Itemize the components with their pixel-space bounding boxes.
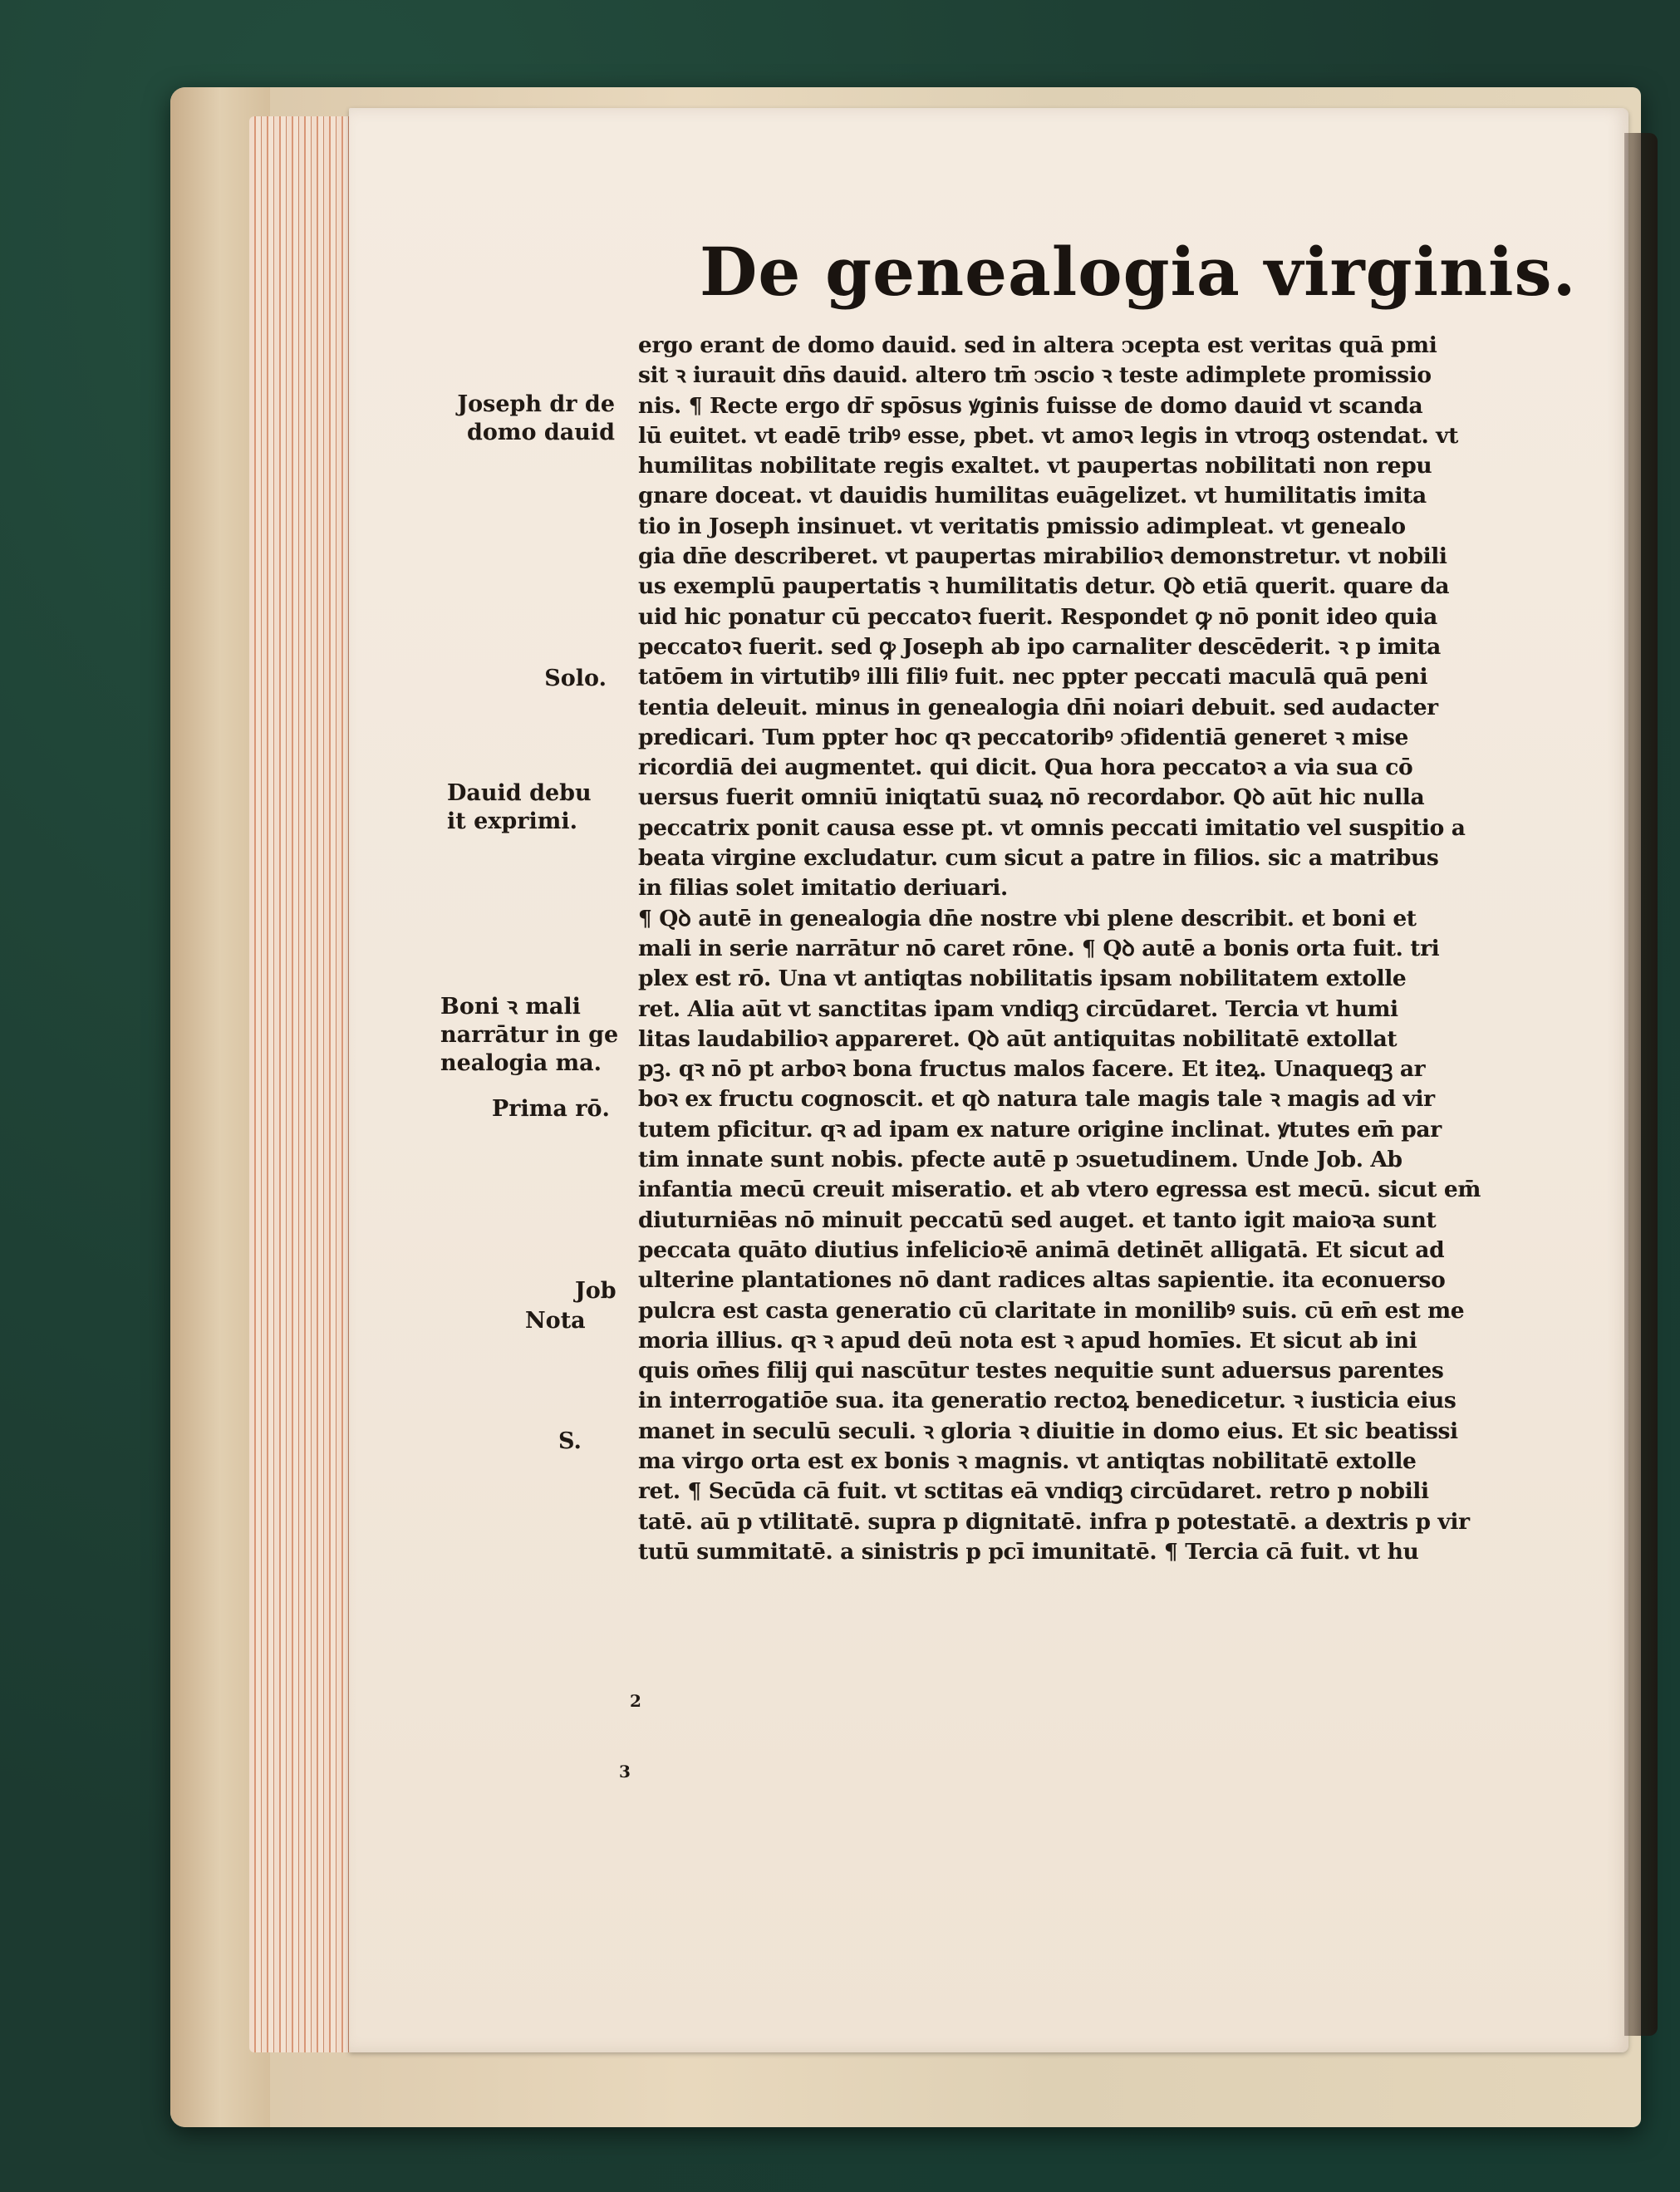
text-line: ulterine plantationes nō dant radices altas sapientie. ita econuerso bbox=[638, 1267, 1446, 1294]
text-line: tim innate sunt nobis. pfecte autē p ↄsuetudinem. Unde Job. Ab bbox=[638, 1147, 1402, 1173]
text-line: pulcra est casta generatio cū claritate in monilibꝰ suis. cū em̄ est me bbox=[638, 1297, 1465, 1324]
text-line: peccata quāto diutius infelicioꝛē animā detinēt alligatā. Et sicut ad bbox=[638, 1236, 1445, 1263]
text-line: gia dn̄e describeret. vt paupertas mirabilioꝛ demonstretur. vt nobili bbox=[638, 543, 1447, 570]
margin-note-s: S. bbox=[558, 1428, 582, 1454]
margin-note-nota: Nota bbox=[525, 1308, 586, 1334]
text-line: litas laudabilioꝛ appareret. Qꝺ aūt antiquitas nobilitatē extollat bbox=[638, 1025, 1398, 1052]
text-line: peccatrix ponit causa esse pt. vt omnis peccati imitatio vel suspitio a bbox=[638, 814, 1466, 841]
page-gutter bbox=[1624, 133, 1658, 2036]
text-line: beata virgine excludatur. cum sicut a patre in filios. sic a matribus bbox=[638, 845, 1439, 872]
text-line: gnare doceat. vt dauidis humilitas euāgelizet. vt humilitatis imita bbox=[638, 483, 1427, 509]
text-line: sit ꝛ iurauit dn̄s dauid. altero tm̄ ↄscio ꝛ teste adimplete promissio bbox=[638, 362, 1432, 389]
text-line: predicari. Tum ppter hoc qꝛ peccatoribꝰ ↄfidentiā generet ꝛ mise bbox=[638, 724, 1409, 750]
text-line: plex est rō. Una vt antiqtas nobilitatis ipsam nobilitatem extolle bbox=[638, 966, 1407, 992]
text-line: ¶ Qꝺ autē in genealogia dn̄e nostre vbi plene describit. et boni et bbox=[638, 905, 1417, 931]
text-line: tutū summitatē. a sinistris p pcī imunitatē. ¶ Tercia cā fuit. vt hu bbox=[638, 1538, 1419, 1565]
text-line: diuturniēas nō minuit peccatū sed auget. et tanto igit maioꝛa sunt bbox=[638, 1207, 1437, 1233]
text-line: in interrogatiōe sua. ita generatio rectoꝝ benedicetur. ꝛ iusticia eius bbox=[638, 1388, 1456, 1414]
margin-note-prima: Prima rō. bbox=[492, 1096, 610, 1122]
text-line: quis om̄es filij qui nascūtur testes nequitie sunt aduersus parentes bbox=[638, 1358, 1444, 1384]
text-line: uersus fuerit omniū iniqtatū suaꝝ nō recordabor. Qꝺ aūt hic nulla bbox=[638, 784, 1425, 811]
text-line: us exemplū paupertatis ꝛ humilitatis detur. Qꝺ etiā querit. quare da bbox=[638, 573, 1450, 600]
text-line: infantia mecū creuit miseratio. et ab vtero egressa est mecū. sicut em̄ bbox=[638, 1177, 1481, 1203]
text-line: tentia deleuit. minus in genealogia dn̄i noiari debuit. sed audacter bbox=[638, 694, 1438, 720]
margin-note-3: 3 bbox=[619, 1762, 631, 1782]
text-line: lū euitet. vt eadē tribꝰ esse, pbet. vt amoꝛ legis in vtroqꝫ ostendat. vt bbox=[638, 422, 1458, 449]
text-line: humilitas nobilitate regis exaltet. vt paupertas nobilitati non repu bbox=[638, 453, 1432, 479]
page-edges bbox=[249, 116, 366, 2052]
text-line: pꝫ. qꝛ nō pt arboꝛ bona fructus malos facere. Et iteꝝ. Unaqueqꝫ ar bbox=[638, 1056, 1426, 1083]
margin-note-joseph: Joseph dr de domo dauid bbox=[457, 391, 615, 445]
margin-note-dauid: Dauid debu it exprimi. bbox=[447, 780, 592, 834]
text-line: manet in seculū seculi. ꝛ gloria ꝛ diuitie in domo eius. Et sic beatissi bbox=[638, 1418, 1458, 1444]
text-line: ergo erant de domo dauid. sed in altera ↄcepta est veritas quā pmi bbox=[638, 332, 1437, 358]
text-line: ret. ¶ Secūda cā fuit. vt sctitas eā vndiqꝫ circūdaret. retro p nobili bbox=[638, 1478, 1429, 1505]
body-text bbox=[638, 331, 1511, 1777]
text-line: ret. Alia aūt vt sanctitas ipam vndiqꝫ circūdaret. Tercia vt humi bbox=[638, 995, 1398, 1022]
text-line: boꝛ ex fructu cognoscit. et qꝺ natura tale magis tale ꝛ magis ad vir bbox=[638, 1086, 1435, 1113]
text-line: tio in Joseph insinuet. vt veritatis pmissio adimpleat. vt genealo bbox=[638, 513, 1406, 539]
page-title: De genealogia virginis. bbox=[700, 233, 1577, 311]
text-line: tutem pficitur. qꝛ ad ipam ex nature origine inclinat. ꝟtutes em̄ par bbox=[638, 1116, 1442, 1143]
text-line: mali in serie narrātur nō caret rōne. ¶ Qꝺ autē a bonis orta fuit. tri bbox=[638, 935, 1440, 961]
margin-note-boni: Boni ꝛ mali narrātur in ge nealogia ma. bbox=[440, 994, 619, 1076]
margin-note-2: 2 bbox=[630, 1691, 641, 1711]
text-line: tatōem in virtutibꝰ illi filiꝰ fuit. nec ppter peccati maculā quā peni bbox=[638, 664, 1428, 691]
text-line: ma virgo orta est ex bonis ꝛ magnis. vt antiqtas nobilitatē extolle bbox=[638, 1447, 1417, 1474]
text-line: nis. ¶ Recte ergo dr̄ spōsus ꝟginis fuisse de domo dauid vt scanda bbox=[638, 392, 1423, 419]
text-line: peccatoꝛ fuerit. sed ꝙ Joseph ab ipo carnaliter descēderit. ꝛ p imita bbox=[638, 633, 1441, 660]
text-line: in filias solet imitatio deriuari. bbox=[638, 875, 1008, 902]
text-line: uid hic ponatur cū peccatoꝛ fuerit. Respondet ꝙ nō ponit ideo quia bbox=[638, 603, 1437, 630]
margin-note-job: Job bbox=[575, 1278, 616, 1304]
text-line: moria illius. qꝛ ꝛ apud deū nota est ꝛ apud homīes. Et sicut ab ini bbox=[638, 1327, 1417, 1354]
margin-note-solo: Solo. bbox=[544, 666, 607, 691]
text-line: ricordiā dei augmentet. qui dicit. Qua hora peccatoꝛ a via sua cō bbox=[638, 754, 1413, 781]
text-line: tatē. aū p vtilitatē. supra p dignitatē. infra p potestatē. a dextris p vir bbox=[638, 1508, 1470, 1535]
